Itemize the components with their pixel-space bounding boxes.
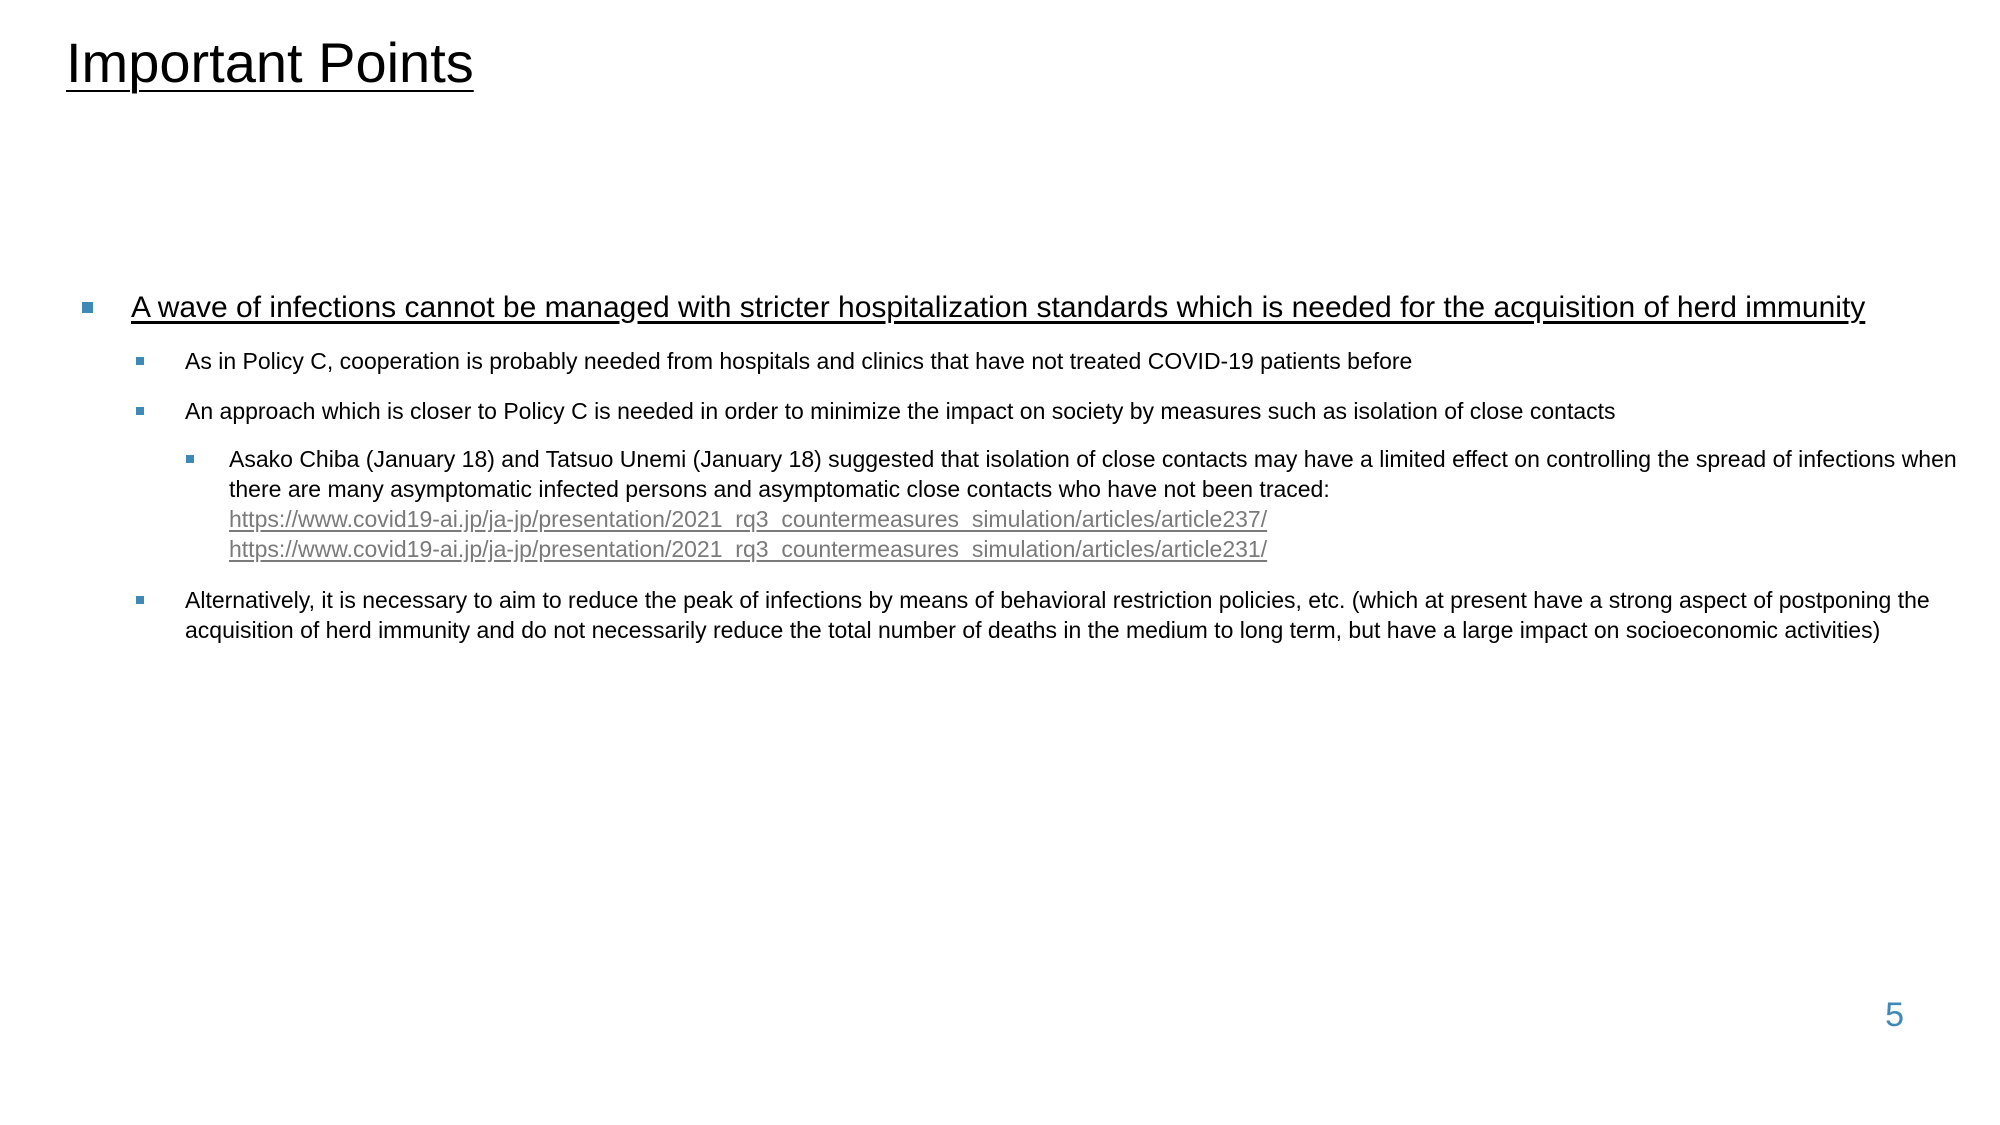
- square-bullet-icon: [136, 357, 144, 365]
- sub-sub-bullet-text: [229, 444, 1969, 564]
- citation-text: Asako Chiba (January 18) and Tatsuo Unemi (January 18) suggested that isolation of close contacts may have a limited effect on controlling the spread of infections when there are many asymptomatic infected persons and asymptomatic close contacts who have not been traced:: [229, 446, 1957, 502]
- main-bullet-text: A wave of infections cannot be managed with stricter hospitalization standards which is needed for the acquisition of herd immunity: [131, 291, 1866, 324]
- page-number: 5: [1885, 996, 1904, 1034]
- article-231-link[interactable]: https://www.covid19-ai.jp/ja-jp/presentation/2021_rq3_countermeasures_simulation/articles/article231/: [229, 536, 1268, 562]
- slide-title: Important Points: [66, 31, 474, 94]
- square-bullet-icon: [186, 455, 194, 463]
- article-237-link[interactable]: https://www.covid19-ai.jp/ja-jp/presentation/2021_rq3_countermeasures_simulation/articles/article237/: [229, 506, 1268, 532]
- square-bullet-icon: [136, 596, 144, 604]
- square-bullet-icon: [82, 302, 93, 313]
- sub-bullet-text-1: As in Policy C, cooperation is probably needed from hospitals and clinics that have not treated COVID-19 patients before: [185, 348, 1413, 374]
- sub-bullet-text-3: Alternatively, it is necessary to aim to reduce the peak of infections by means of behavioral restriction policies, etc. (which at present have a strong aspect of postponing the acquisition of herd immunity and do not necessarily reduce the total number of deaths in the medium to long term, but have a large impact on socioeconomic activities): [185, 587, 1930, 643]
- square-bullet-icon: [136, 407, 144, 415]
- sub-bullet-text-2: An approach which is closer to Policy C is needed in order to minimize the impact on society by measures such as isolation of close contacts: [185, 398, 1616, 424]
